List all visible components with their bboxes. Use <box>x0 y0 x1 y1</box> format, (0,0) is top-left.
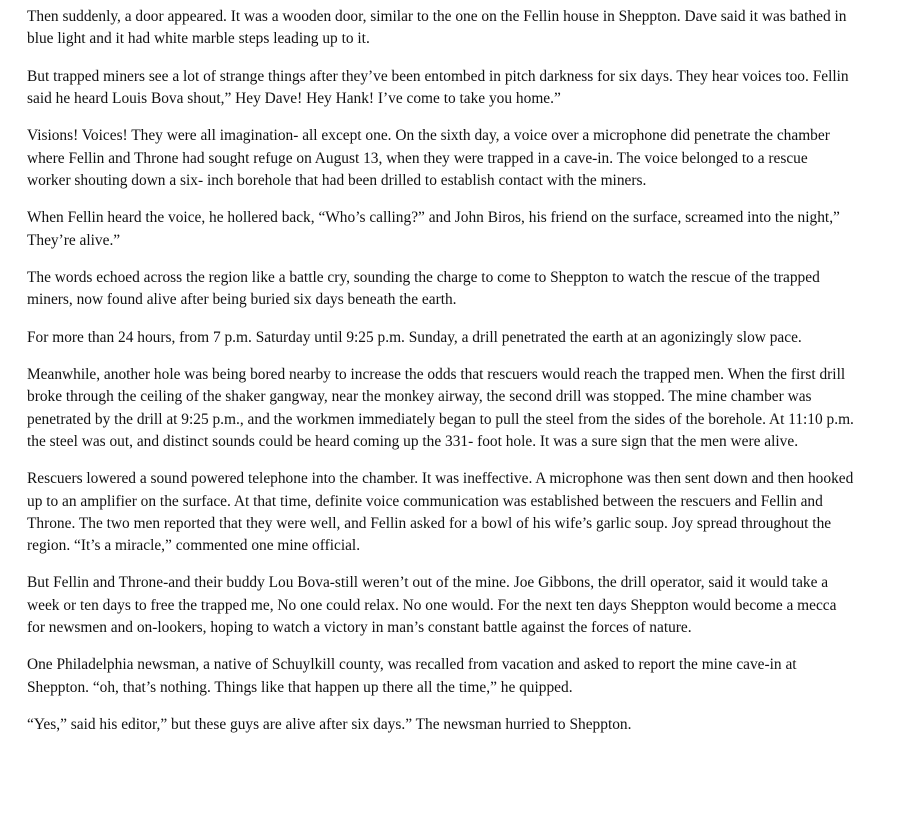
paragraph-door-appeared: Then suddenly, a door appeared. It was a wooden door, similar to the one on the Fellin house in Sheppton. Dave said it was bathed in blue light and it had white marble steps leading up to it. <box>27 8 847 48</box>
paragraph-battle-cry: The words echoed across the region like a battle cry, sounding the charge to come to Sheppton to watch the rescue of the trapped miners, now found alive after being buried six days beneath the earth. <box>27 269 820 309</box>
paragraph-strange-things: But trapped miners see a lot of strange things after they’ve been entombed in pitch darkness for six days. They hear voices too. Fellin said he heard Louis Bova shout,” Hey Dave! Hey Hank! I’ve come to take you home.” <box>27 67 849 107</box>
paragraph-philadelphia-newsman: One Philadelphia newsman, a native of Schuylkill county, was recalled from vacation and asked to report the mine cave-in at Sheppton. “oh, that’s nothing. Things like that happen up there all the time,” he quipped. <box>27 656 797 696</box>
paragraph-whos-calling: When Fellin heard the voice, he hollered back, “Who’s calling?” and John Biros, his friend on the surface, screamed into the night,” They’re alive.” <box>27 209 840 249</box>
paragraph-telephone-microphone: Rescuers lowered a sound powered telephone into the chamber. It was ineffective. A microphone was then sent down and then hooked up to an amplifier on the surface. At that time, definite voice communication was established between the rescuers and Fellin and Throne. The two men reported that they were well, and Fellin asked for a bowl of his wife’s garlic soup. Joy spread throughout the region. “It’s a miracle,” commented one mine official. <box>27 470 854 554</box>
paragraph-second-hole: Meanwhile, another hole was being bored nearby to increase the odds that rescuers would reach the trapped men. When the first drill broke through the ceiling of the shaker gangway, near the monkey airway, the second drill was stopped. The mine chamber was penetrated by the drill at 9:25 p.m., and the workmen immediately began to pull the steel from the sides of the borehole. At 11:10 p.m. the steel was out, and distinct sounds could be heard coming up the 331- foot hole. It was a sure sign that the men were alive. <box>27 366 854 450</box>
paragraph-editor-reply: “Yes,” said his editor,” but these guys are alive after six days.” The newsman hurried to Sheppton. <box>27 716 632 734</box>
paragraph-visions-voices: Visions! Voices! They were all imagination- all except one. On the sixth day, a voice over a microphone did penetrate the chamber where Fellin and Throne had sought refuge on August 13, when they were trapped in a cave-in. The voice belonged to a rescue worker shouting down a six- inch borehole that had been drilled to establish contact with the miners. <box>27 127 830 189</box>
paragraph-drill-24-hours: For more than 24 hours, from 7 p.m. Saturday until 9:25 p.m. Sunday, a drill penetrated the earth at an agonizingly slow pace. <box>27 328 802 346</box>
paragraph-still-trapped: But Fellin and Throne-and their buddy Lou Bova-still weren’t out of the mine. Joe Gibbons, the drill operator, said it would take a week or ten days to free the trapped me, No one could relax. No one would. For the next ten days Sheppton would become a mecca for newsmen and on-lookers, hoping to watch a victory in man’s constant battle against the forces of nature. <box>27 574 837 636</box>
document-body <box>27 6 855 752</box>
